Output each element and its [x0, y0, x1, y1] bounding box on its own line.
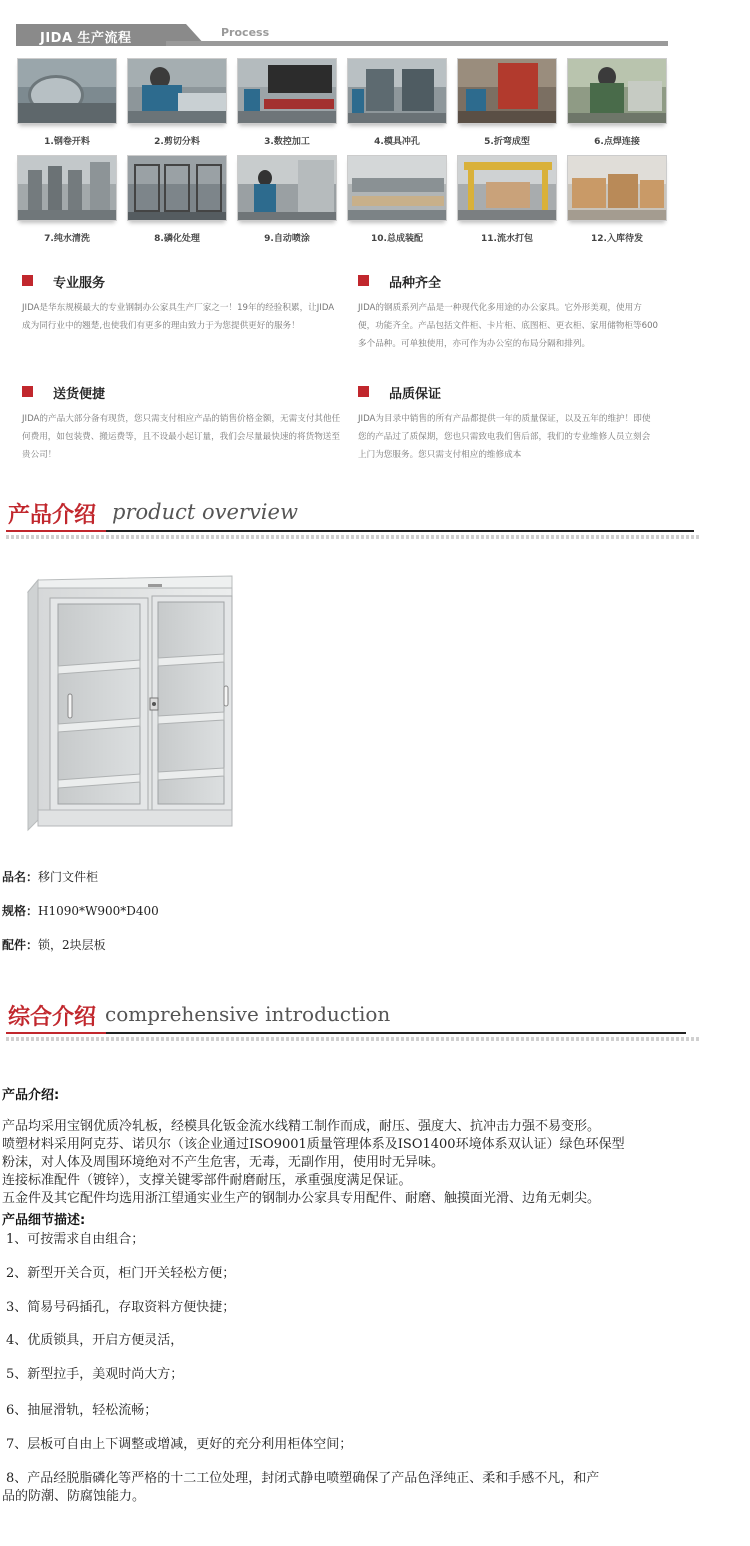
section-title-en: product overview: [112, 500, 298, 524]
process-step: [347, 155, 447, 244]
spec-accessories: [2, 936, 106, 953]
step-photo: [237, 58, 337, 124]
step-photo: [17, 155, 117, 221]
process-step: [237, 155, 337, 244]
step-caption: 8.磷化处理: [154, 234, 200, 244]
process-subtitle: Process: [221, 26, 270, 39]
intro-paragraph: 五金件及其它配件均选用浙江望通实业生产的钢制办公家具专用配件、耐磨、触摸面光滑、边角无刺尖。: [2, 1191, 601, 1206]
process-header: [16, 24, 668, 48]
step-caption: 10.总成装配: [371, 234, 423, 244]
step-caption: 4.模具冲孔: [374, 137, 420, 147]
spec-label: 品名：: [2, 870, 39, 884]
feature-text: JIDA是华东规模最大的专业钢制办公家具生产厂家之一！19年的经验积累，让JIDA成为同行业中的翘楚,也使我们有更多的理由致力于为您提供更好的服务！: [22, 303, 335, 331]
intro-paragraph: 连接标准配件（镀锌），支撑关键零部件耐磨耐压，承重强度满足保证。: [2, 1173, 412, 1188]
spec-value: H1090*W900*D400: [38, 904, 159, 918]
step-photo: [347, 58, 447, 124]
process-step: [127, 155, 227, 244]
section-title-cn: 综合介绍: [8, 1004, 97, 1030]
section-title-en: comprehensive introduction: [105, 1002, 391, 1026]
process-step: [567, 155, 667, 244]
feature-title: 专业服务: [53, 276, 106, 291]
step-photo: [237, 155, 337, 221]
feature-text: JIDA的钢质系列产品是一种现代化多用途的办公家具。它外形美观，使用方便，功能齐全。产品包括文件柜、卡片柜、底图柜、更衣柜、家用储物柜等600多个品种。可单独使用，亦可作为办公室的布局分隔和排列。: [358, 303, 658, 349]
step-photo: [567, 155, 667, 221]
process-step: [17, 58, 117, 147]
section-dotted-rule: [6, 535, 700, 539]
detail-item: 2、新型开关合页，柜门开关轻松方便；: [6, 1266, 236, 1281]
detail-item: 8、产品经脱脂磷化等严格的十二工位处理，封闭式静电喷塑确保了产品色泽纯正、柔和手感不凡，和产: [6, 1471, 600, 1486]
feature-bullet: [358, 275, 369, 286]
detail-item: 1、可按需求自由组合；: [6, 1232, 145, 1247]
process-step: [127, 58, 227, 147]
feature-title: 品质保证: [389, 387, 442, 402]
section-dotted-rule: [6, 1037, 700, 1041]
process-step: [457, 58, 557, 147]
step-photo: [457, 155, 557, 221]
detail-item: 5、新型拉手，美观时尚大方；: [6, 1367, 184, 1382]
process-step: [457, 155, 557, 244]
step-caption: 9.自动喷涂: [264, 234, 310, 244]
detail-item: 3、简易号码插孔，存取资料方便快捷；: [6, 1300, 236, 1315]
process-brand: JIDA 生产流程: [40, 31, 132, 46]
spec-name: [2, 868, 98, 885]
section-title-cn: 产品介绍: [8, 502, 97, 528]
feature-bullet: [22, 275, 33, 286]
step-photo: [567, 58, 667, 124]
spec-value: 移门文件柜: [38, 870, 99, 884]
process-step: [17, 155, 117, 244]
step-photo: [127, 58, 227, 124]
spec-label: 规格：: [2, 904, 39, 918]
section-product-overview: [6, 496, 700, 540]
process-header-line: [166, 41, 668, 46]
step-photo: [127, 155, 227, 221]
step-photo: [457, 58, 557, 124]
step-caption: 3.数控加工: [264, 137, 310, 147]
section-underline: [6, 1032, 686, 1034]
step-caption: 5.折弯成型: [484, 137, 530, 147]
step-photo: [347, 155, 447, 221]
detail-item: 6、抽屉滑轨，轻松流畅；: [6, 1403, 158, 1418]
detail-heading: 产品细节描述:: [2, 1213, 86, 1228]
intro-paragraph: 粉沫，对人体及周围环境绝对不产生危害，无毒，无副作用，使用时无异味。: [2, 1155, 445, 1170]
feature-bullet: [358, 386, 369, 397]
process-step: [237, 58, 337, 147]
feature-title: 送货便捷: [53, 387, 106, 402]
intro-paragraph: 喷塑材料采用阿克芬、诺贝尔（该企业通过ISO9001质量管理体系及ISO1400环境体系双认证）绿色环保型: [2, 1137, 625, 1152]
section-comprehensive-introduction: [6, 998, 700, 1042]
step-caption: 7.纯水清洗: [44, 234, 90, 244]
section-underline: [6, 530, 694, 532]
intro-paragraph: 产品均采用宝钢优质冷轧板，经模具化钣金流水线精工制作而成，耐压、强度大、抗冲击力强不易变形。: [2, 1119, 601, 1134]
step-caption: 11.流水打包: [481, 234, 533, 244]
feature-text: JIDA的产品大部分备有现货，您只需支付相应产品的销售价格金额，无需支付其他任何费用，如包装费、搬运费等，且不设最小起订量，我们会尽量最快速的将货物送至贵公司！: [22, 414, 341, 460]
section-underline-accent: [6, 1032, 106, 1034]
feature-text: JIDA为目录中销售的所有产品都提供一年的质量保证，以及五年的维护！即使您的产品过了质保期，您也只需致电我们售后部，我们的专业维修人员立刻会上门为您服务。您只需支付相应的维修成本: [358, 414, 651, 460]
detail-item: 4、优质锁具，开启方便灵活，: [6, 1333, 184, 1348]
product-image-sliding-door-cabinet: [24, 574, 236, 832]
feature-bullet: [22, 386, 33, 397]
detail-item: 品的防潮、防腐蚀能力。: [2, 1489, 146, 1504]
intro-heading: 产品介绍:: [2, 1088, 60, 1103]
process-step: [567, 58, 667, 147]
spec-value: 锁，2块层板: [38, 938, 106, 952]
step-caption: 1.钢卷开料: [44, 137, 90, 147]
step-caption: 2.剪切分料: [154, 137, 200, 147]
step-caption: 6.点焊连接: [594, 137, 640, 147]
spec-label: 配件：: [2, 938, 39, 952]
detail-item: 7、层板可自由上下调整或增减，更好的充分利用柜体空间；: [6, 1437, 353, 1452]
spec-dimensions: [2, 902, 159, 919]
feature-title: 品种齐全: [389, 276, 442, 291]
step-caption: 12.入库待发: [591, 234, 643, 244]
section-underline-accent: [6, 530, 106, 532]
process-step: [347, 58, 447, 147]
step-photo: [17, 58, 117, 124]
